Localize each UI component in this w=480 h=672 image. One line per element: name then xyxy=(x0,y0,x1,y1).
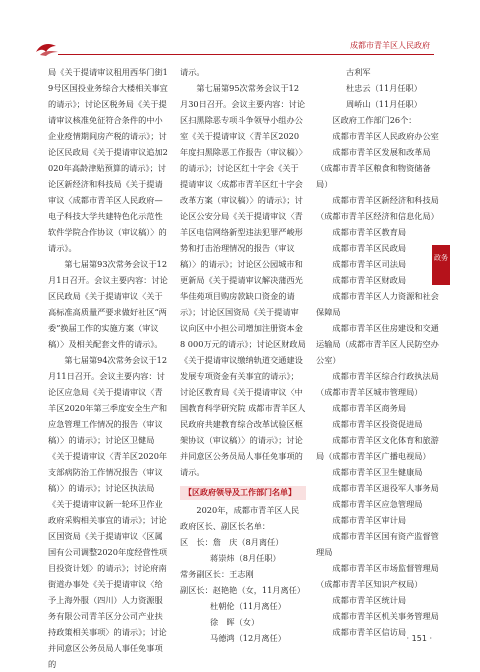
column-2 xyxy=(180,64,306,646)
paragraph: 成都市青羊区财政局 xyxy=(332,275,407,285)
paragraph: 第七届第94次常务会议于12月11日召开。会议主要内容：讨论区应急局《关于提请审议〈青羊区2020年第三季度安全生产和应急管理工作情况的报告（审议稿）〉的请示》；讨论区卫健局《关于提请审议〈青羊区2020年支部病防治工作情况报告（审议稿）〉的请示》；讨论区执法局《关于提请审议新一轮环卫作业政府采购相关事宜的请示》；讨论区国资局《关于提请审议〈区属国有公司调整2020年度经营性项目投资计划〉的请示》；讨论府南街道办事处《关于提请审议〈给予上海外服（四川）人力资源服务有限公司青羊区分公司产业扶持政策相关事项〉的请示》；讨论并同意区公务员局人事任免事项的 xyxy=(48,355,168,669)
leader-name: 马德鸿（12月离任） xyxy=(210,633,286,643)
paragraph: 成都市青羊区卫生健康局 xyxy=(332,467,423,477)
paragraph: 成都市青羊区人民政府办公室 xyxy=(332,131,439,141)
page-header xyxy=(0,0,480,60)
page-number: · 151 · xyxy=(406,634,432,643)
header-title: 成都市青羊区人民政府 xyxy=(350,41,430,50)
section-side-tab: 政务 xyxy=(432,245,450,285)
leader-entry xyxy=(180,550,306,566)
leader-entry xyxy=(180,598,306,614)
paragraph: 成都市青羊区审计局 xyxy=(332,515,407,525)
paragraph: 请示。 xyxy=(180,67,205,77)
paragraph: 成都市青羊区信访局 xyxy=(332,627,407,637)
paragraph: 局《关于提请审议租用西华门街19号区国投业务综合大楼相关事宜的请示》；讨论区税务局《关于提请审议核准免征符合条件的中小企业疫情期间房产税的请示》；讨论区民政局《关于提请审议追加2020年高龄津贴预算的请示》；讨论区新经济和科技局《关于提请审议〈成都市青羊区人民政府—电子科技大学共建特色化示范性软件学院合作协议（审议稿）〉的请示》。 xyxy=(48,67,168,253)
paragraph: 成都市青羊区投资促进局 xyxy=(332,419,423,429)
leader-role: 副区长： xyxy=(180,585,213,595)
paragraph: 成都市青羊区发展和改革局（成都市青羊区粮食和物资储备局） xyxy=(316,147,431,189)
paragraph: 成都市青羊区新经济和科技局（成都市青羊区经济和信息化局） xyxy=(316,195,439,221)
paragraph: 成都市青羊区市场监督管理局（成都市青羊区知识产权局） xyxy=(316,563,439,589)
paragraph: 周峤山（11月任职） xyxy=(346,99,422,109)
leader-name: 杜朝伦（11月离任） xyxy=(210,601,286,611)
leader-role: 区 长： xyxy=(180,537,213,547)
paragraph: 成都市青羊区应急管理局 xyxy=(332,499,423,509)
paragraph: 成都市青羊区住房建设和交通运输局（成都市青羊区人民防空办公室） xyxy=(316,323,439,365)
paragraph: 成都市青羊区商务局 xyxy=(332,403,407,413)
paragraph: 成都市青羊区机关事务管理局 xyxy=(332,611,439,621)
leader-name: 徐 晖（女） xyxy=(210,617,260,627)
leader-entry xyxy=(180,614,306,630)
paragraph: 区政府工作部门26个： xyxy=(332,115,417,125)
leader-role: 常务副区长： xyxy=(180,569,230,579)
paragraph: 成都市青羊区人力资源和社会保障局 xyxy=(316,291,439,317)
leader-name: 蒋崇炜（8月任职） xyxy=(210,553,281,563)
paragraph: 成都市青羊区退役军人事务局 xyxy=(332,483,439,493)
paragraph: 第七届第95次常务会议于12月30日召开。会议主要内容：讨论区扫黑除恶专项斗争领导小组办公室《关于提请审议〈青羊区2020年度扫黑除恶工作报告（审议稿）〉的请示》；讨论区红十字会《关于提请审议〈成都市青羊区红十字会改革方案（审议稿）〉的请示》；讨论区公安分局《关于提请审议〈青羊区电信网络新型违法犯罪严峻形势和打击治理情况的报告（审议稿）〉的请示》；讨论区公园城市和更新局《关于提请审议解决蒲西光华佳苑项目购房款缺口资金的请示》；讨论区国资局《关于提请审议向区中小担公司增加注册资本金8 000万元的请示》；讨论区财政局《关于提请审议缴纳轨道交通建设发展专项资金有关事宜的请示》；讨论区教育局《关于提请审议〈中国教育科学研究院 成都市青羊区人民政府共建教育综合改革试验区框架协议（审议稿）〉的请示》；讨论并同意区公务员局人事任免事项的请示。 xyxy=(180,83,306,477)
paragraph: 成都市青羊区教育局 xyxy=(332,227,407,237)
leader-entry xyxy=(180,582,306,598)
paragraph: 第七届第93次常务会议于12月1日召开。会议主要内容：讨论区民政局《关于提请审议〈关于高标准高质量严要求做好社区“两委”换届工作的实施方案（审议稿）〉及相关配套文件的请示》。 xyxy=(48,259,168,349)
paragraph: 成都市青羊区综合行政执法局（成都市青羊区城市管理局） xyxy=(316,371,439,397)
section-heading: 【区政府领导及工作部门名单】 xyxy=(180,486,306,500)
paragraph: 成都市青羊区文化体育和旅游局（成都市青羊区广播电视局） xyxy=(316,435,439,461)
leader-entry xyxy=(180,534,306,550)
logo-icon xyxy=(34,40,60,58)
leader-name: 詹 庆（8月离任） xyxy=(212,537,284,547)
paragraph: 成都市青羊区国有资产监督管理局 xyxy=(316,531,439,557)
column-1 xyxy=(48,64,170,672)
column-3 xyxy=(316,64,442,640)
paragraph: 成都市青羊区统计局 xyxy=(332,595,407,605)
paragraph: 成都市青羊区司法局 xyxy=(332,259,407,269)
leader-entry xyxy=(180,566,306,582)
leaders-intro: 2020年，成都市青羊区人民政府区长、副区长名单： xyxy=(180,505,300,531)
leader-name: 赵艳艳（女，11月离任） xyxy=(212,585,306,595)
leader-name: 王志刚 xyxy=(229,569,254,579)
leader-entry xyxy=(180,630,306,646)
header-rule xyxy=(58,54,434,55)
paragraph: 古利军 xyxy=(346,67,371,77)
paragraph: 杜忠云（11月任职） xyxy=(346,83,422,93)
paragraph: 成都市青羊区民政局 xyxy=(332,243,407,253)
